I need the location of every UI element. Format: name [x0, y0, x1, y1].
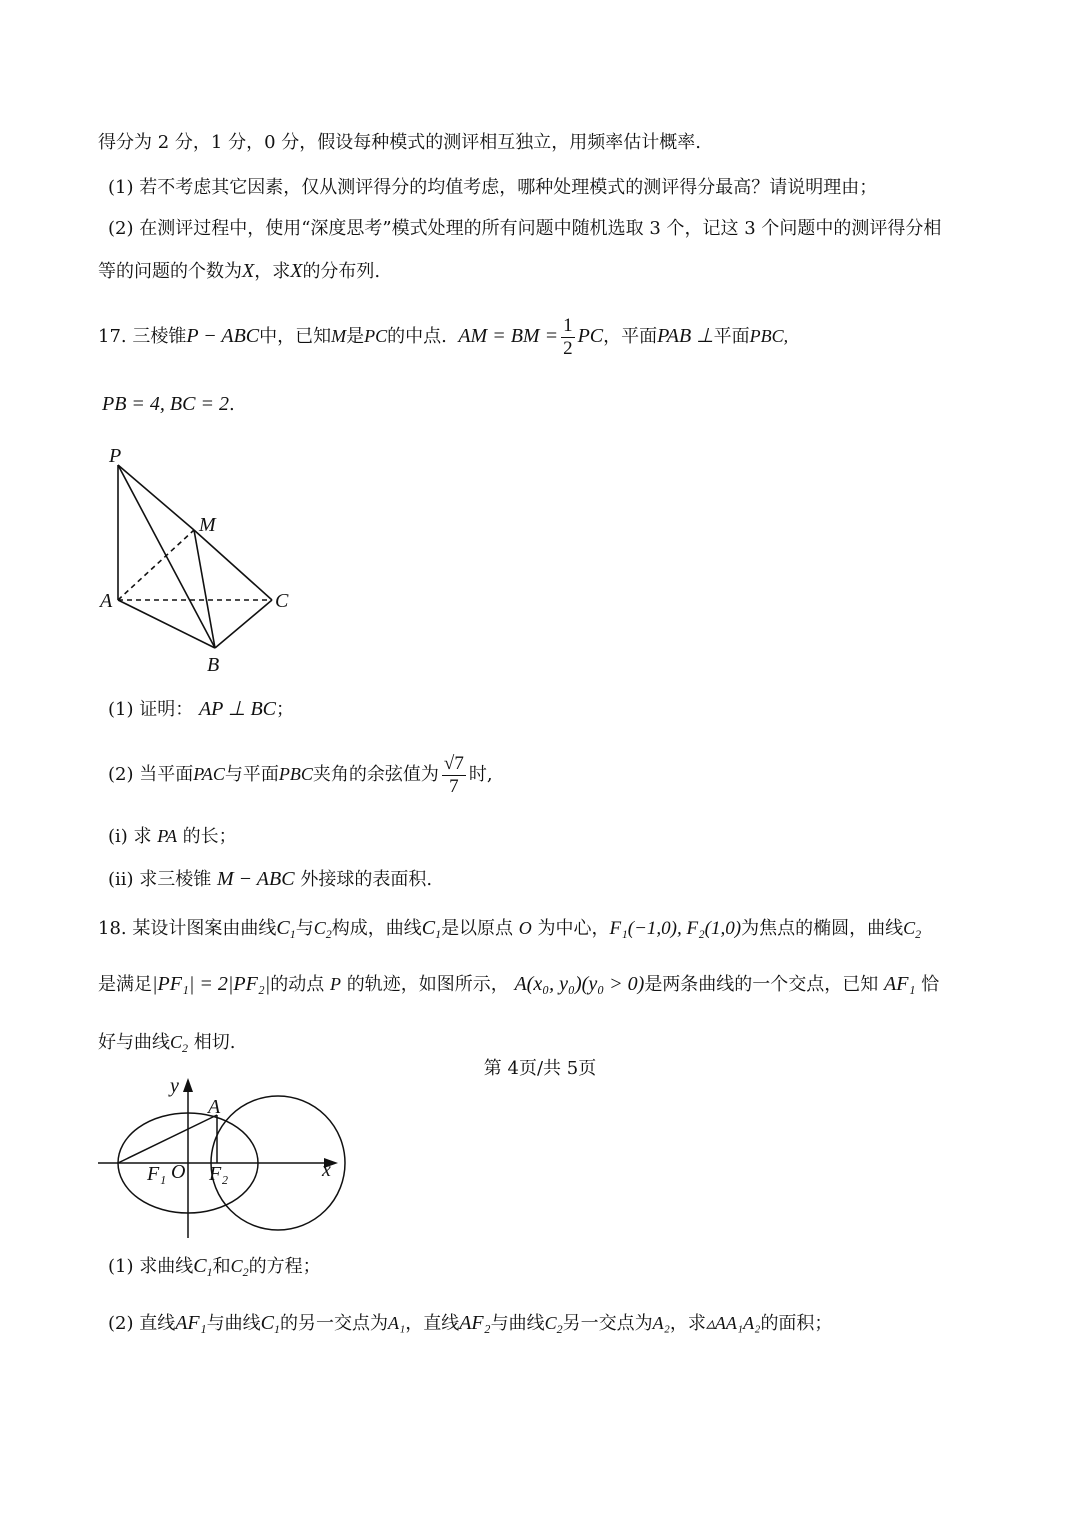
math: PAC	[193, 764, 225, 784]
text: 的面积；	[760, 1313, 833, 1334]
math: P	[330, 974, 341, 994]
text: 外接球的表面积.	[300, 869, 433, 890]
label-F2: F₂	[209, 1163, 229, 1185]
math-var: X	[290, 260, 303, 282]
math-C1: $C_1$	[276, 917, 296, 941]
ellipse-circle-figure	[92, 1070, 352, 1245]
q17-intro	[98, 313, 788, 360]
text: (2) 直线	[108, 1313, 176, 1334]
q16-part1: (1) 若不考虑其它因素，仅从测评得分的均值考虑，哪种处理模式的测评得分最高？请说明理由；	[108, 177, 878, 198]
text: 的长；	[182, 826, 237, 847]
math: C	[193, 1255, 207, 1277]
text: 构成，曲线	[331, 918, 422, 939]
math: C	[313, 918, 326, 938]
math-C1: $C_1$	[193, 1255, 213, 1279]
q18-part2	[108, 1311, 832, 1341]
math: P − ABC	[186, 325, 260, 347]
text: 是两条曲线的一个交点，已知	[644, 974, 879, 995]
edge-PB	[118, 465, 215, 648]
q17-part2-i	[108, 824, 237, 849]
math-var: X	[242, 260, 255, 282]
math: A₁	[387, 1313, 406, 1333]
text: 是满足	[98, 974, 152, 995]
text: (1) 证明：	[108, 699, 194, 720]
math: ▵AA₁A₂	[705, 1313, 761, 1333]
math: A₂	[652, 1313, 670, 1333]
text: 与平面	[224, 764, 279, 785]
math: |PF₁| = 2|PF₂|	[152, 973, 271, 995]
label-P: P	[109, 445, 122, 467]
text: 为焦点的椭圆，曲线	[741, 918, 904, 939]
text: 中，已知	[259, 326, 332, 347]
text: 的方程；	[248, 1256, 321, 1277]
text: 时,	[468, 764, 493, 785]
frac-num: √7	[443, 752, 464, 774]
math: PAB ⊥	[657, 325, 714, 347]
label-B: B	[207, 654, 220, 676]
math: AM = BM =	[458, 325, 559, 347]
math-C2: $C_2$	[170, 1032, 189, 1055]
math: PC	[577, 325, 604, 347]
q18-line1	[98, 916, 921, 946]
label-F1: F₁	[147, 1163, 167, 1185]
tetrahedron-figure	[95, 440, 310, 680]
math: PBC,	[749, 326, 789, 346]
math: C	[903, 918, 916, 938]
edge-BC	[215, 600, 272, 648]
text: ，求	[254, 261, 291, 282]
text: 的另一交点为	[279, 1313, 388, 1334]
math: C	[421, 917, 436, 939]
text: 与曲线	[206, 1313, 261, 1334]
math: C	[260, 1312, 274, 1334]
edge-MC	[194, 530, 272, 600]
math-C2: $C_2$	[313, 918, 332, 941]
text: 与	[295, 918, 314, 939]
label-y: y	[170, 1075, 179, 1097]
math: C	[276, 917, 290, 939]
math: F₁(−1,0), F₂(1,0)	[609, 918, 742, 939]
math: M − ABC	[217, 868, 295, 890]
text: 18. 某设计图案由曲线	[98, 918, 277, 939]
text: (1) 求曲线	[108, 1256, 194, 1277]
frac-den: 2	[563, 337, 573, 359]
q18-part1	[108, 1254, 321, 1284]
q18-line2	[98, 972, 939, 997]
math-C2: $C_2$	[230, 1256, 249, 1279]
label-A: A	[100, 590, 113, 612]
q16-part2-line1: (2) 在测评过程中，使用“深度思考”模式处理的所有问题中随机选取 3 个，记这 3 个问题中的测评得分相	[108, 218, 942, 239]
edge-PM	[118, 465, 194, 530]
text: 的分布列.	[302, 261, 381, 282]
text: 好与曲线	[98, 1032, 170, 1053]
text: 与曲线	[490, 1313, 545, 1334]
math: M	[331, 326, 347, 346]
q16-line1: 得分为 2 分，1 分，0 分，假设每种模式的测评相互独立，用频率估计概率.	[98, 132, 701, 153]
text: 相切.	[193, 1032, 236, 1053]
math: C	[544, 1313, 557, 1333]
text: 夹角的余弦值为	[312, 764, 439, 785]
q17-part1	[108, 697, 294, 722]
math: AF₁	[175, 1312, 207, 1334]
math: C	[170, 1032, 183, 1052]
text: 和	[212, 1256, 231, 1277]
label-O: O	[171, 1161, 186, 1183]
text: (2) 当平面	[108, 764, 194, 785]
label-M: M	[199, 514, 216, 536]
math: AP ⊥ BC	[198, 698, 277, 720]
text: 为中心，	[537, 918, 610, 939]
text: .	[228, 394, 235, 415]
text: 17. 三棱锥	[98, 326, 187, 347]
fraction-sqrt7-over-7	[442, 753, 466, 798]
text: ，求	[669, 1313, 706, 1334]
math: PB = 4, BC = 2	[102, 393, 229, 415]
math: PA	[157, 826, 177, 846]
text: 另一交点为	[562, 1313, 653, 1334]
text: 等的问题的个数为	[98, 261, 242, 282]
y-axis-arrow-icon	[183, 1078, 193, 1092]
math-C2: $C_2$	[544, 1313, 563, 1336]
q17-part2	[108, 749, 493, 800]
line-F1A	[118, 1115, 217, 1163]
text: 平面	[713, 326, 750, 347]
text: 是以原点	[441, 918, 514, 939]
edge-MB	[194, 530, 215, 648]
label-x: x	[322, 1159, 331, 1181]
text: ，直线	[405, 1313, 460, 1334]
text: 的轨迹，如图所示，	[346, 974, 509, 995]
math: O	[518, 918, 532, 938]
text: (i) 求	[108, 826, 152, 847]
math-C1: $C_1$	[260, 1312, 280, 1336]
label-C: C	[275, 590, 289, 612]
frac-den: 7	[449, 775, 459, 797]
edge-AB	[118, 600, 215, 648]
math-C1: $C_1$	[421, 917, 442, 941]
text: ，平面	[603, 326, 658, 347]
math: AF₂	[459, 1312, 491, 1334]
text: 恰	[921, 974, 940, 995]
text: 的动点	[270, 974, 325, 995]
text: 是	[346, 326, 365, 347]
text: ；	[276, 699, 295, 720]
label-A: A	[208, 1096, 221, 1118]
math-C2: $C_2$	[903, 918, 922, 941]
text: (ii) 求三棱锥	[108, 869, 212, 890]
page-footer: 第 4页/共 5页	[483, 1058, 597, 1079]
q16-part2-line2	[98, 259, 380, 284]
edge-AM-hidden	[118, 530, 194, 600]
q17-part2-ii	[108, 867, 432, 892]
math: A(x₀, y₀)(y₀ > 0)	[514, 973, 645, 995]
text: 的中点.	[387, 326, 447, 347]
math: PBC	[278, 764, 313, 784]
math: AF₁	[884, 973, 916, 995]
frac-num: 1	[563, 314, 573, 336]
math: C	[230, 1256, 243, 1276]
q17-conditions	[102, 392, 235, 417]
math: PC	[364, 326, 388, 346]
fraction-half	[561, 315, 575, 360]
